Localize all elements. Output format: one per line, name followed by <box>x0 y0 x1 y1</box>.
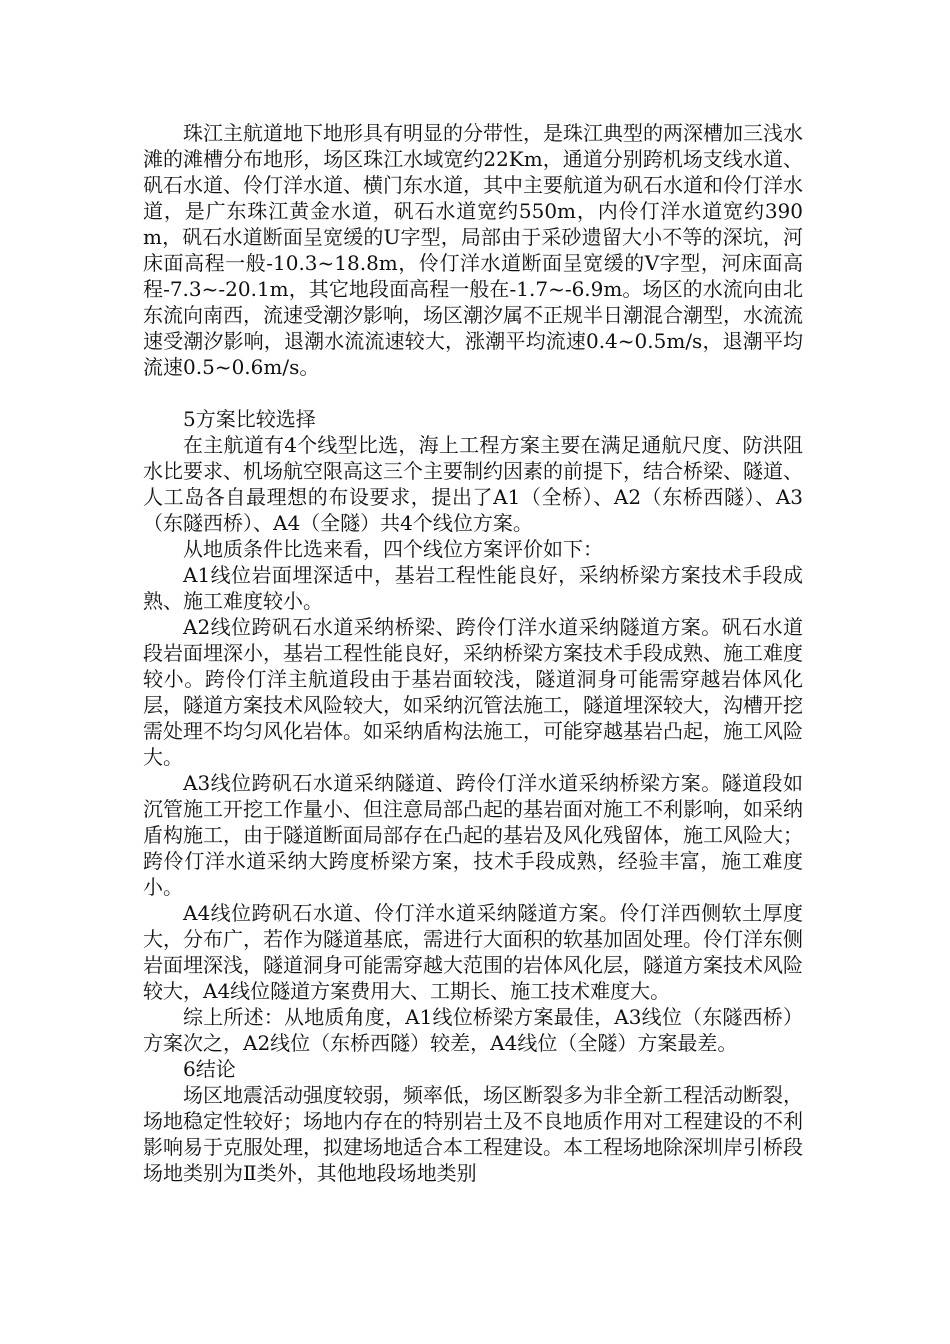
section-5-paragraph-1: 在主航道有4个线型比选，海上工程方案主要在满足通航尺度、防洪阻水比要求、机场航空限高这三个主要制约因素的前提下，结合桥梁、隧道、人工岛各自最理想的布设要求，提出了A1（全桥）、A2（东桥西隧）、A3（东隧西桥）、A4（全隧）共4个线位方案。 <box>143 433 803 535</box>
section-6-paragraph-1: 场区地震活动强度较弱，频率低，场区断裂多为非全新工程活动断裂，场地稳定性较好；场地内存在的特别岩土及不良地质作用对工程建设的不利影响易于克服处理，拟建场地适合本工程建设。本工程场地除深圳岸引桥段场地类别为Ⅱ类外，其他地段场地类别 <box>143 1083 803 1185</box>
section-6-heading: 6结论 <box>183 1057 236 1081</box>
document-body <box>143 120 803 1186</box>
section-5-summary-paragraph: 综上所述：从地质角度，A1线位桥梁方案最佳，A3线位（东隧西桥）方案次之，A2线位（东桥西隧）较差，A4线位（全隧）方案最差。 <box>143 1005 803 1055</box>
section-5-a1-paragraph: A1线位岩面埋深适中，基岩工程性能良好，采纳桥梁方案技术手段成熟、施工难度较小。 <box>143 563 803 613</box>
intro-paragraph: 珠江主航道地下地形具有明显的分带性，是珠江典型的两深槽加三浅水滩的滩槽分布地形，场区珠江水域宽约22Km，通道分别跨机场支线水道、矾石水道、伶仃洋水道、横门东水道，其中主要航道为矾石水道和伶仃洋水道，是广东珠江黄金水道，矾石水道宽约550m，内伶仃洋水道宽约390m，矾石水道断面呈宽缓的U字型，局部由于采砂遗留大小不等的深坑，河床面高程一般-10.3~18.8m，伶仃洋水道断面呈宽缓的V字型，河床面高程-7.3~-20.1m，其它地段面高程一般在-1.7~-6.9m。场区的水流向由北东流向南西，流速受潮汐影响，场区潮汐属不正规半日潮混合潮型，水流流速受潮汐影响，退潮水流流速较大，涨潮平均流速0.4~0.5m/s，退潮平均流速0.5~0.6m/s。 <box>143 121 803 379</box>
paragraph-gap <box>143 380 803 406</box>
section-5-a2-paragraph: A2线位跨矾石水道采纳桥梁、跨伶仃洋水道采纳隧道方案。矾石水道段岩面埋深小，基岩工程性能良好，采纳桥梁方案技术手段成熟、施工难度较小。跨伶仃洋主航道段由于基岩面较浅，隧道洞身可能需穿越岩体风化层，隧道方案技术风险较大，如采纳沉管法施工，隧道埋深较大，沟槽开挖需处理不均匀风化岩体。如采纳盾构法施工，可能穿越基岩凸起，施工风险大。 <box>143 615 803 769</box>
section-5-a3-paragraph: A3线位跨矾石水道采纳隧道、跨伶仃洋水道采纳桥梁方案。隧道段如沉管施工开挖工作量小、但注意局部凸起的基岩面对施工不利影响，如采纳盾构施工，由于隧道断面局部存在凸起的基岩及风化残留体，施工风险大；跨伶仃洋水道采纳大跨度桥梁方案，技术手段成熟，经验丰富，施工难度小。 <box>143 771 803 899</box>
section-5-paragraph-2: 从地质条件比选来看，四个线位方案评价如下： <box>183 537 603 561</box>
section-5-heading: 5方案比较选择 <box>183 407 316 431</box>
section-5-a4-paragraph: A4线位跨矾石水道、伶仃洋水道采纳隧道方案。伶仃洋西侧软土厚度大，分布广，若作为隧道基底，需进行大面积的软基加固处理。伶仃洋东侧岩面埋深浅，隧道洞身可能需穿越大范围的岩体风化层，隧道方案技术风险较大，A4线位隧道方案费用大、工期长、施工技术难度大。 <box>143 901 803 1003</box>
